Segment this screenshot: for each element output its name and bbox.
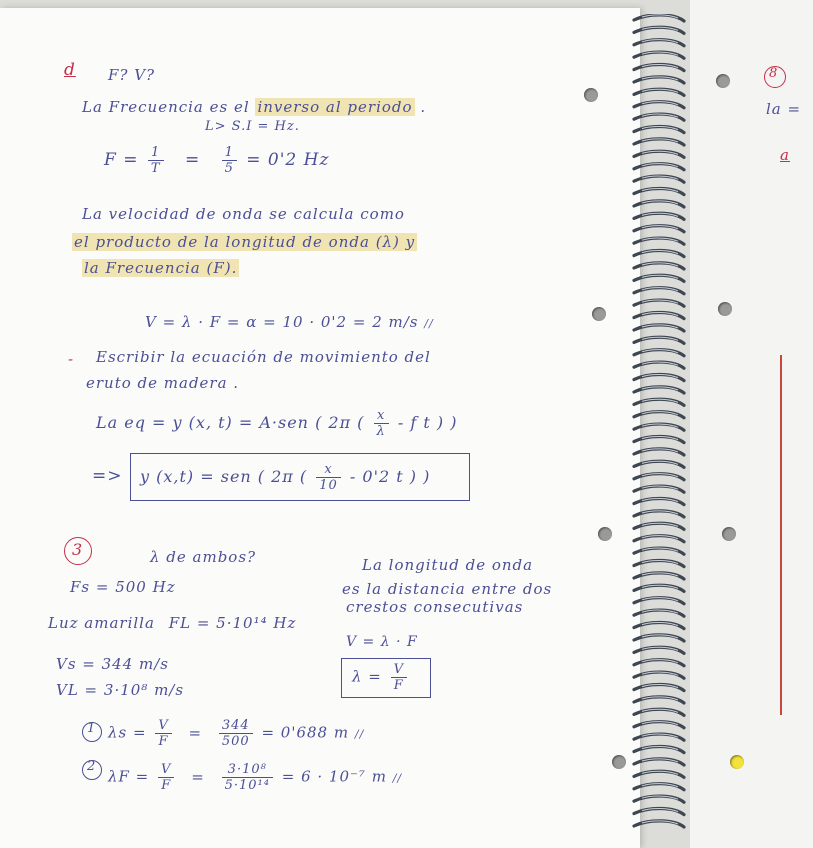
yellow-light-label: Luz amarilla xyxy=(48,614,155,632)
fraction-denominator: 5 xyxy=(224,161,234,176)
wavelength-definition-line-2: es la distancia entre dos xyxy=(342,580,553,598)
fraction-numerator: 3·10⁸ xyxy=(222,762,273,778)
frequency-definition-line xyxy=(82,98,426,116)
frequency-formula xyxy=(104,145,329,176)
light-wavelength-calculation xyxy=(108,762,402,793)
general-equation-post: - f t ) ) xyxy=(397,413,458,432)
light-frequency: FL = 5·10¹⁴ Hz xyxy=(168,614,297,632)
right-problem-label: 8 xyxy=(769,66,779,81)
yellow-light-data xyxy=(48,614,296,632)
calc-2-fraction-2 xyxy=(222,762,273,793)
fraction-numerator: x xyxy=(316,462,341,478)
punch-hole xyxy=(598,527,612,541)
problem-d-asks: F? V? xyxy=(108,66,156,84)
problem-d-label: d xyxy=(64,60,76,80)
fraction-numerator: V xyxy=(158,762,174,778)
frequency-result: = 0'2 Hz xyxy=(246,150,330,170)
final-equation-pre: y (x,t) = sen ( 2π ( xyxy=(140,467,308,486)
fraction-denominator: 500 xyxy=(221,734,250,749)
frequency-equals: = xyxy=(184,150,201,170)
calc-1-fraction-1 xyxy=(155,718,171,749)
calc-2-result: = 6 · 10⁻⁷ m xyxy=(281,767,387,786)
general-equation-pre: y (x, t) = A·sen ( 2π ( xyxy=(172,413,365,432)
calc-2-equals: = xyxy=(191,767,205,786)
frequency-definition-text: La Frecuencia es el xyxy=(82,98,250,116)
frequency-fraction-1 xyxy=(148,145,164,176)
general-equation-label: La eq = xyxy=(96,413,167,432)
calc-1-fraction-2 xyxy=(219,718,253,749)
bullet-dash: - xyxy=(68,350,75,368)
fraction-numerator: V xyxy=(391,662,407,678)
fraction-denominator: F xyxy=(393,678,404,693)
frequency-definition-highlight: inverso al periodo xyxy=(257,98,413,116)
velocity-relation: V = λ · F xyxy=(346,634,418,650)
punch-hole xyxy=(592,307,606,321)
velocity-definition-line-2: el producto de la longitud de onda (λ) y xyxy=(74,233,416,251)
wavelength-formula-pre: λ = xyxy=(352,667,382,686)
fraction-numerator: x xyxy=(374,408,389,424)
right-page-text: la = xyxy=(766,100,802,118)
frequency-fraction-2 xyxy=(222,145,237,176)
right-page-label-a: a xyxy=(780,146,790,164)
calc-1-lhs: λs = xyxy=(108,723,147,742)
fraction-denominator: 5·10¹⁴ xyxy=(224,778,270,793)
calc-1-number: 1 xyxy=(87,721,97,736)
velocity-formula-text: V = λ · F = α = 10 · 0'2 = 2 m/s xyxy=(145,313,419,331)
calc-1-result: = 0'688 m xyxy=(261,723,350,742)
fraction-denominator: T xyxy=(150,161,161,176)
result-mark: // xyxy=(354,727,365,741)
implication-arrow: => xyxy=(92,466,123,486)
sound-frequency: Fs = 500 Hz xyxy=(70,578,176,596)
problem-3-question: λ de ambos? xyxy=(150,548,257,566)
wavelength-definition-line-1: La longitud de onda xyxy=(362,556,534,574)
equation-task-line-1: Escribir la ecuación de movimiento del xyxy=(96,348,431,366)
punch-hole xyxy=(718,302,732,316)
light-speed: VL = 3·10⁸ m/s xyxy=(56,681,185,699)
fraction-denominator: λ xyxy=(376,424,386,439)
frequency-definition-end: . xyxy=(420,98,427,116)
fraction-numerator: V xyxy=(155,718,171,734)
general-wave-equation xyxy=(96,408,457,439)
notebook-page-right xyxy=(690,0,813,848)
sound-wavelength-calculation xyxy=(108,718,364,749)
result-mark: // xyxy=(424,317,434,330)
spiral-binding xyxy=(628,14,690,832)
result-mark: // xyxy=(392,771,403,785)
problem-3-label: 3 xyxy=(72,540,84,559)
frequency-lhs: F = xyxy=(104,150,139,170)
velocity-formula xyxy=(145,313,434,331)
equation-task-line-2: eruto de madera . xyxy=(86,374,240,392)
calc-2-lhs: λF = xyxy=(108,767,150,786)
sound-speed: Vs = 344 m/s xyxy=(56,655,170,673)
punch-hole xyxy=(584,88,598,102)
velocity-definition-line-1: La velocidad de onda se calcula como xyxy=(82,205,405,223)
final-equation-fraction xyxy=(316,462,341,493)
wavelength-formula xyxy=(352,662,410,693)
final-wave-equation xyxy=(140,462,430,493)
wavelength-formula-fraction xyxy=(391,662,407,693)
calc-2-number: 2 xyxy=(87,759,97,774)
calc-2-fraction-1 xyxy=(158,762,174,793)
right-page-margin-line xyxy=(780,355,782,715)
fraction-denominator: 10 xyxy=(319,478,338,493)
punch-hole xyxy=(722,527,736,541)
fraction-numerator: 1 xyxy=(222,145,237,161)
fraction-numerator: 344 xyxy=(219,718,253,734)
fraction-denominator: F xyxy=(161,778,172,793)
general-equation-fraction xyxy=(374,408,389,439)
punch-hole-yellow xyxy=(730,755,744,769)
fraction-numerator: 1 xyxy=(148,145,164,161)
si-unit-line: L> S.I = Hz. xyxy=(205,119,300,134)
punch-hole xyxy=(716,74,730,88)
calc-1-equals: = xyxy=(188,723,203,742)
velocity-definition-line-3: la Frecuencia (F). xyxy=(84,259,238,277)
punch-hole xyxy=(612,755,626,769)
final-equation-post: - 0'2 t ) ) xyxy=(349,467,431,486)
fraction-denominator: F xyxy=(158,734,169,749)
wavelength-definition-line-3: crestos consecutivas xyxy=(346,598,524,616)
